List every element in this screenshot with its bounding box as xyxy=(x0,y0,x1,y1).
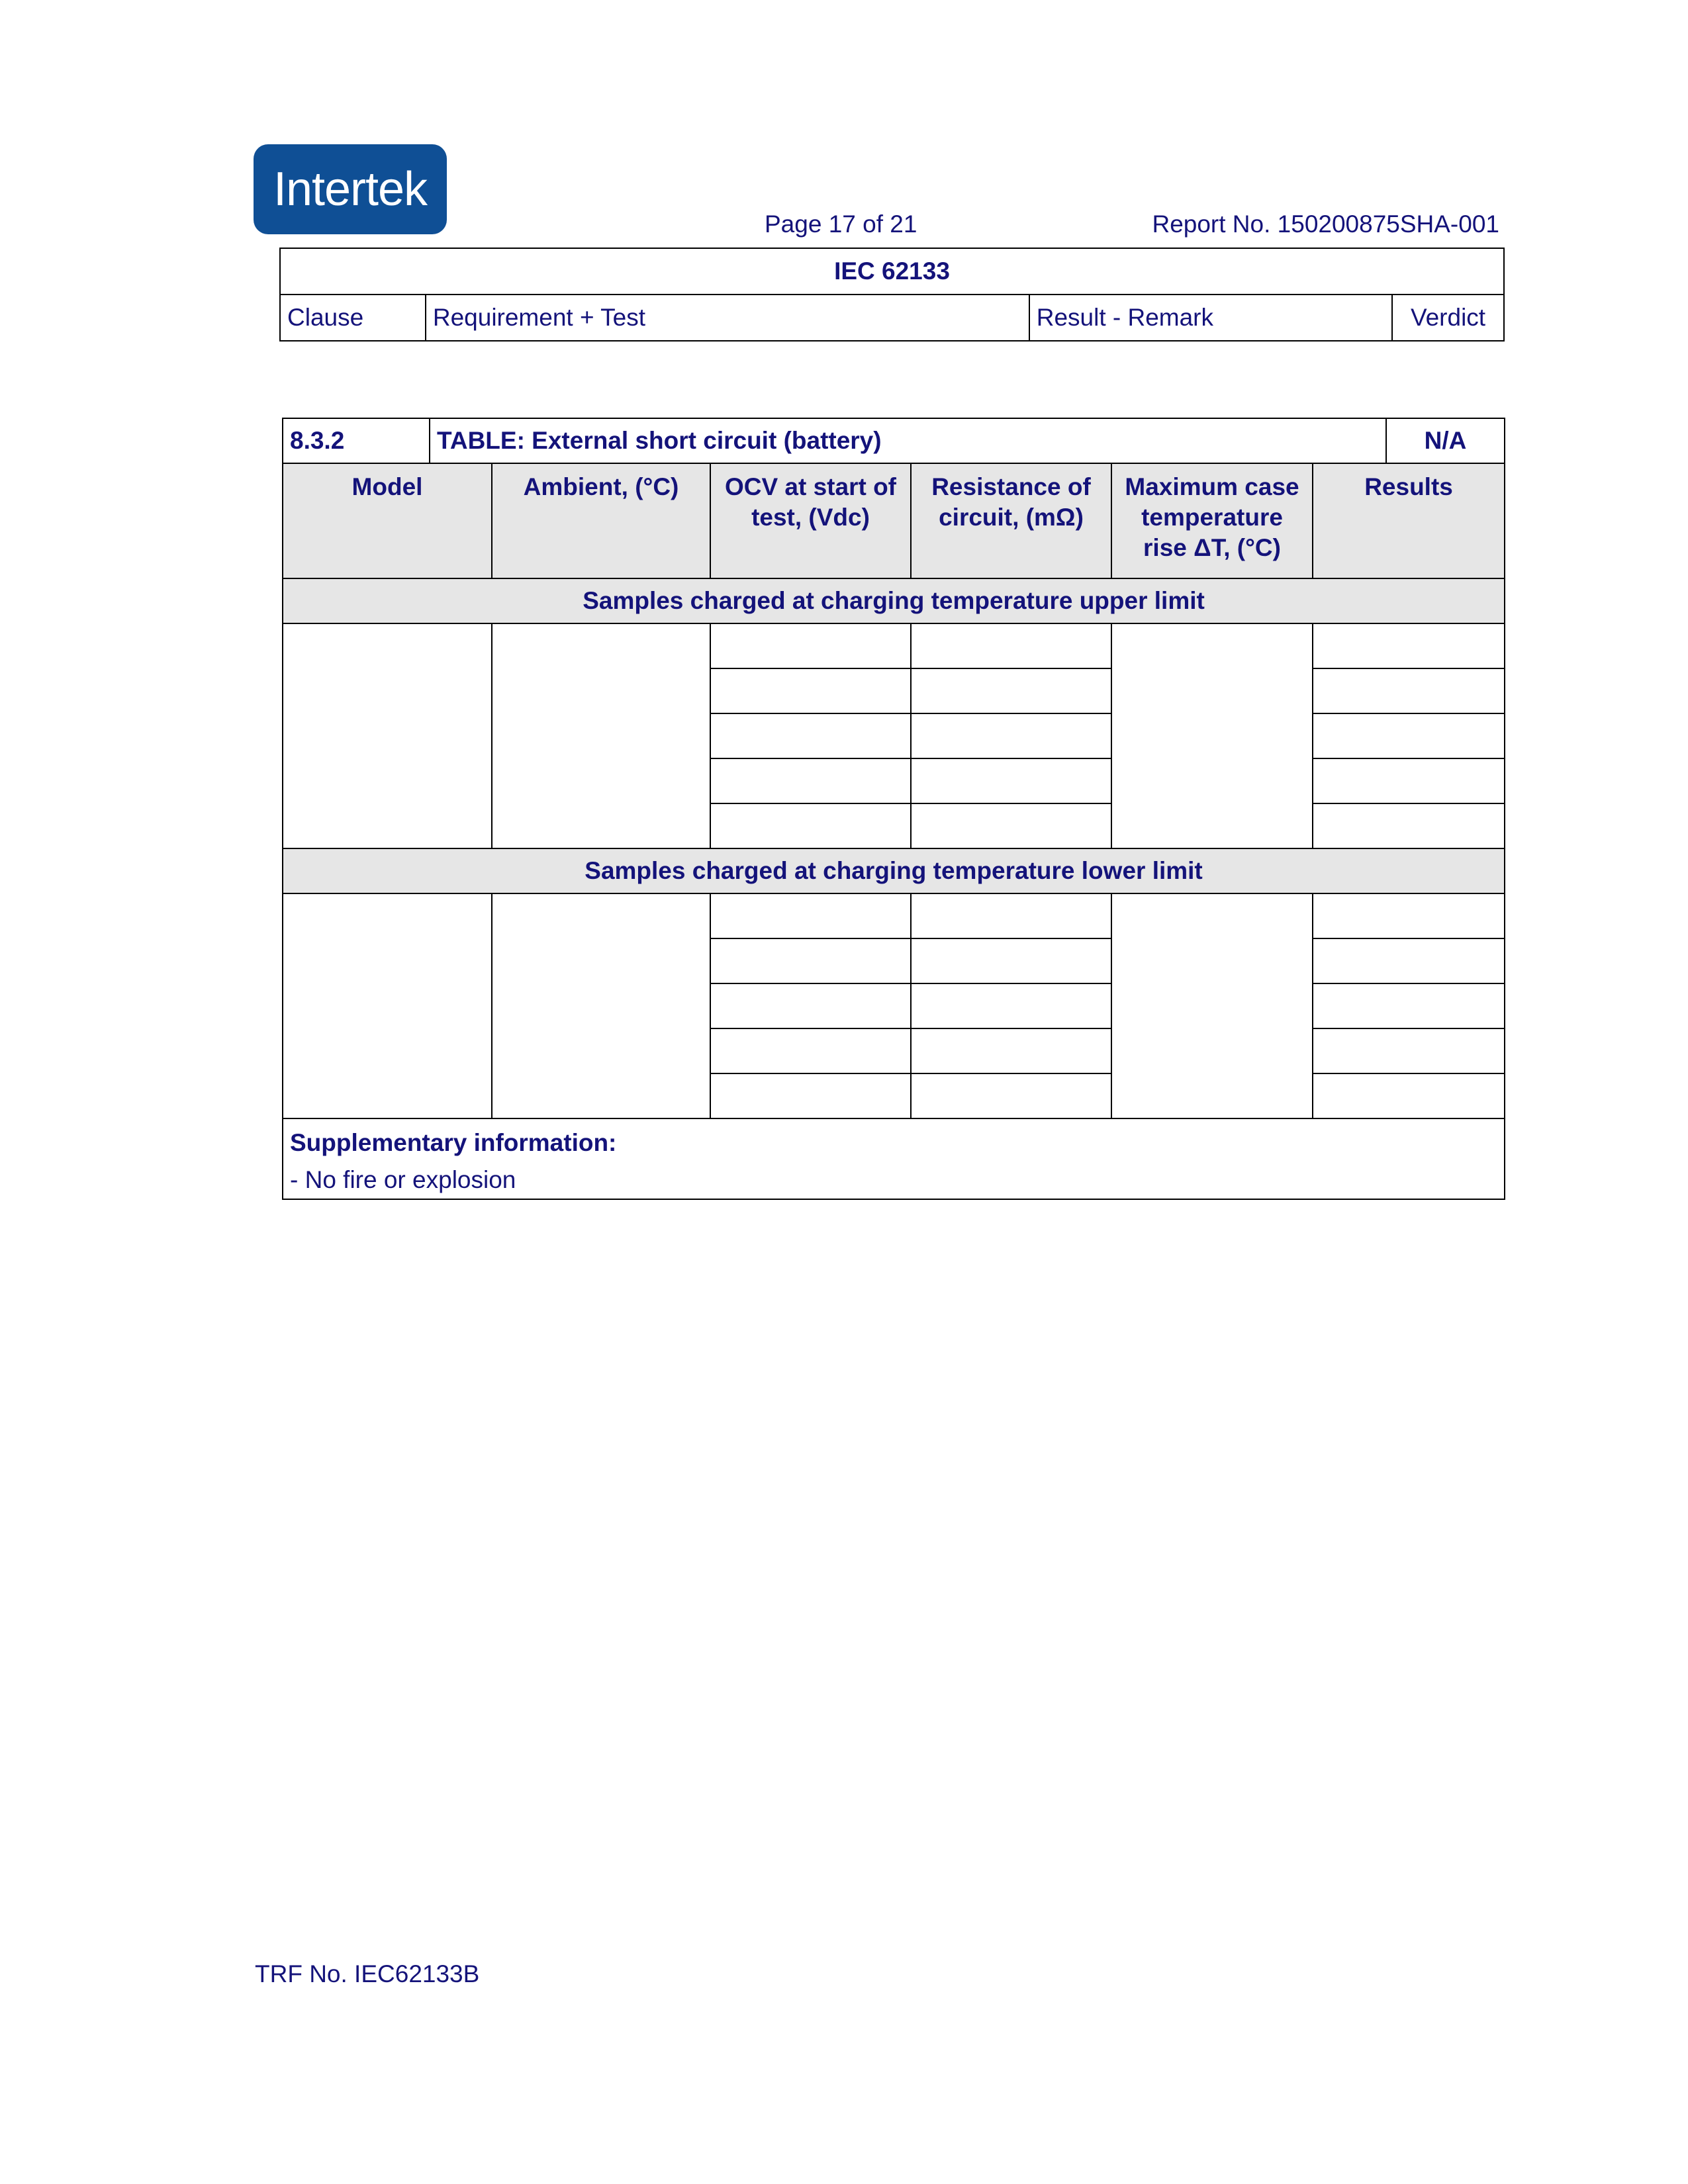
cell-results xyxy=(1313,623,1505,668)
table-verdict: N/A xyxy=(1386,418,1505,463)
supplementary-info xyxy=(283,1118,1505,1199)
cell-results xyxy=(1313,1028,1505,1073)
cell-ambient xyxy=(492,893,710,1118)
cell-ocv xyxy=(710,938,911,983)
cell-ocv xyxy=(710,893,911,938)
col-ocv: OCV at start of test, (Vdc) xyxy=(710,463,911,578)
table-title: TABLE: External short circuit (battery) xyxy=(430,418,1386,463)
cell-ocv xyxy=(710,803,911,848)
section-lower-limit: Samples charged at charging temperature lower limit xyxy=(283,848,1505,893)
cell-resistance xyxy=(911,893,1111,938)
trf-number: TRF No. IEC62133B xyxy=(255,1960,480,1987)
cell-resistance xyxy=(911,938,1111,983)
header-verdict: Verdict xyxy=(1392,295,1504,341)
header-table xyxy=(279,248,1505,341)
standard-title: IEC 62133 xyxy=(280,248,1504,295)
cell-resistance xyxy=(911,1073,1111,1118)
header-clause: Clause xyxy=(280,295,426,341)
cell-resistance xyxy=(911,713,1111,758)
cell-resistance xyxy=(911,668,1111,713)
col-results: Results xyxy=(1313,463,1505,578)
cell-ocv xyxy=(710,758,911,803)
cell-model xyxy=(283,623,492,848)
col-max-temp-rise: Maximum case temperature rise ΔT, (°C) xyxy=(1111,463,1313,578)
table-row xyxy=(283,893,1505,938)
cell-temp-rise xyxy=(1111,623,1313,848)
cell-resistance xyxy=(911,758,1111,803)
section-upper-limit: Samples charged at charging temperature upper limit xyxy=(283,578,1505,623)
header-requirement: Requirement + Test xyxy=(426,295,1029,341)
cell-results xyxy=(1313,713,1505,758)
cell-ocv xyxy=(710,1028,911,1073)
col-ambient: Ambient, (°C) xyxy=(492,463,710,578)
report-number: Report No. 150200875SHA-001 xyxy=(1152,210,1499,238)
cell-results xyxy=(1313,938,1505,983)
supplementary-label: Supplementary information: xyxy=(290,1129,617,1156)
cell-ocv xyxy=(710,983,911,1028)
clause-number: 8.3.2 xyxy=(283,418,430,463)
short-circuit-table xyxy=(282,418,1505,1200)
cell-temp-rise xyxy=(1111,893,1313,1118)
cell-ocv xyxy=(710,713,911,758)
intertek-logo: Intertek xyxy=(254,144,447,234)
cell-results xyxy=(1313,758,1505,803)
cell-results xyxy=(1313,668,1505,713)
cell-ocv xyxy=(710,1073,911,1118)
cell-results xyxy=(1313,1073,1505,1118)
cell-resistance xyxy=(911,803,1111,848)
cell-results xyxy=(1313,893,1505,938)
cell-ambient xyxy=(492,623,710,848)
page-number: Page 17 of 21 xyxy=(765,210,917,238)
table-title-row xyxy=(283,418,1505,463)
cell-resistance xyxy=(911,623,1111,668)
header-result: Result - Remark xyxy=(1029,295,1392,341)
cell-results xyxy=(1313,983,1505,1028)
cell-resistance xyxy=(911,1028,1111,1073)
table-row xyxy=(283,623,1505,668)
cell-ocv xyxy=(710,623,911,668)
column-header-row xyxy=(283,463,1505,578)
cell-ocv xyxy=(710,668,911,713)
supplementary-note: - No fire or explosion xyxy=(290,1166,516,1193)
col-resistance: Resistance of circuit, (mΩ) xyxy=(911,463,1111,578)
cell-model xyxy=(283,893,492,1118)
cell-resistance xyxy=(911,983,1111,1028)
col-model: Model xyxy=(283,463,492,578)
cell-results xyxy=(1313,803,1505,848)
